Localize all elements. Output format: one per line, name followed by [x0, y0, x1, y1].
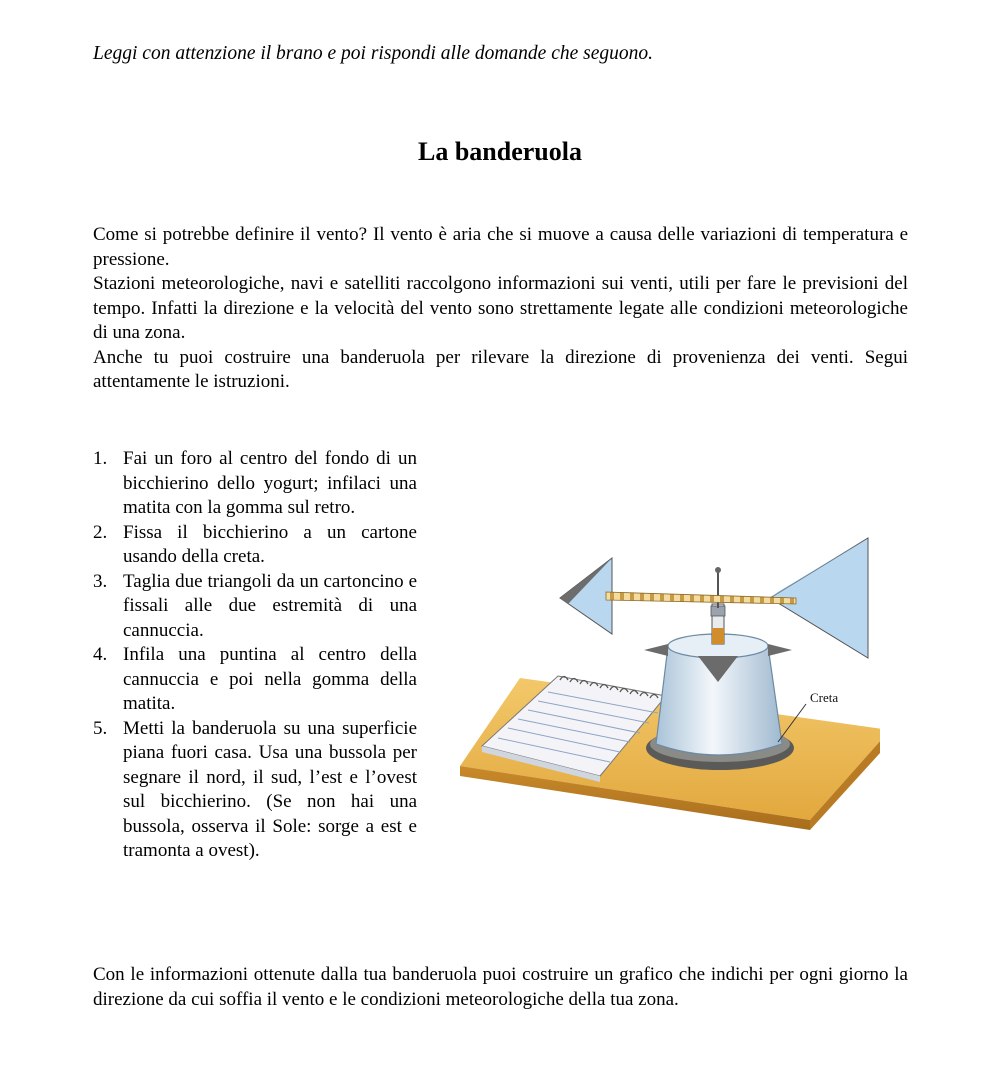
- page-title: La banderuola: [418, 137, 582, 166]
- step-item: [93, 521, 417, 570]
- instruction-text: Leggi con attenzione il brano e poi rispondi alle domande che seguono.: [93, 43, 654, 64]
- step-number: 2.: [93, 521, 108, 543]
- yogurt-cup: [644, 634, 792, 755]
- clay-label-text: Creta: [810, 690, 839, 705]
- weather-vane-illustration: [460, 530, 880, 830]
- instruction-steps: [93, 447, 417, 864]
- step-number: 4.: [93, 644, 108, 665]
- intro-paragraphs: [93, 223, 908, 395]
- paragraph-3: Anche tu puoi costruire una banderuola per rilevare la direzione di provenienza dei venti. Segui attentamente le istruzioni.: [93, 346, 908, 392]
- step-number: 3.: [93, 570, 108, 592]
- step-item: [93, 447, 417, 521]
- step-text: Metti la banderuola su una superficie piana fuori casa. Usa una bussola per segnare il nord, il sud, l’est e l’ovest sul bicchierino. (Se non hai una bussola, osserva il Sole: sorge a est e tramonta a ovest).: [123, 717, 417, 861]
- paragraph-2: Stazioni meteorologiche, navi e satelliti raccolgono informazioni sui venti, utili per fare le previsioni del tempo. Infatti la direzione e la velocità del vento sono strettamente legate alle condizioni meteorologiche di una zona.: [93, 273, 908, 343]
- paragraph-1: Come si potrebbe definire il vento? Il vento è aria che si muove a causa delle variazioni di temperatura e pressione.: [93, 224, 908, 270]
- step-text: Fissa il bicchierino a un cartone usando della creta.: [123, 521, 417, 567]
- closing-paragraph: Con le informazioni ottenute dalla tua banderuola puoi costruire un grafico che indichi per ogni giorno la direzione da cui soffia il vento e le condizioni meteorologiche della tua zona.: [93, 964, 908, 1010]
- step-number: 1.: [93, 448, 108, 469]
- step-text: Taglia due triangoli da un cartoncino e fissali alle due estremità di una cannuccia.: [123, 570, 417, 641]
- step-number: 5.: [93, 717, 108, 739]
- weather-vane-drawing: [460, 530, 880, 830]
- step-item: [93, 643, 417, 717]
- step-text: Infila una puntina al centro della cannuccia e poi nella gomma della matita.: [123, 644, 417, 714]
- step-item: [93, 717, 417, 864]
- step-item: [93, 570, 417, 644]
- step-text: Fai un foro al centro del fondo di un bicchierino dello yogurt; infilaci una matita con la gomma sul retro.: [123, 448, 417, 518]
- pencil: [711, 567, 725, 644]
